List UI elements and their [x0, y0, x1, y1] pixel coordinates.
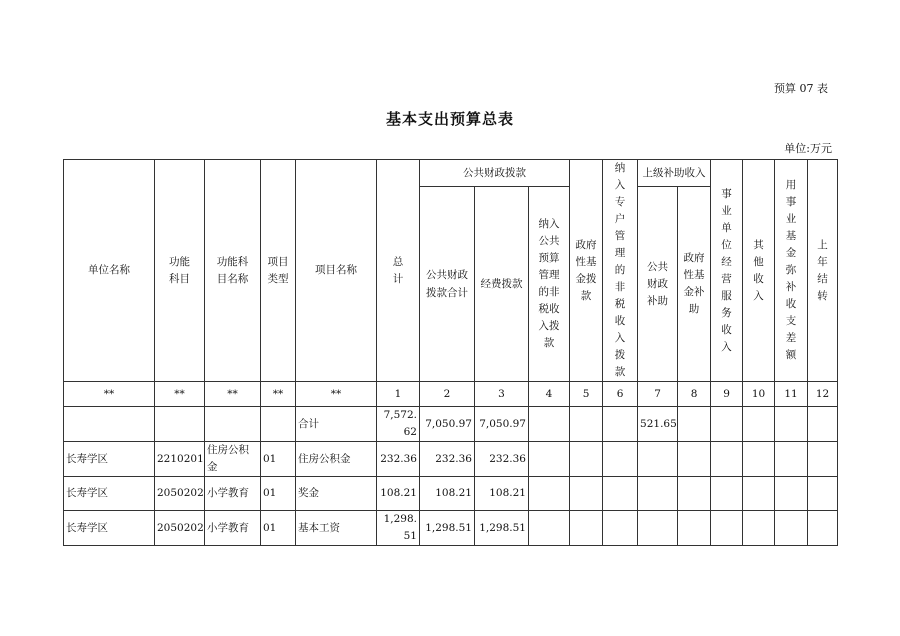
row-total: 232.36	[377, 442, 420, 477]
empty-cell	[64, 407, 155, 442]
empty-cell	[638, 477, 678, 511]
empty-cell	[678, 407, 711, 442]
empty-cell	[570, 511, 603, 546]
empty-cell	[529, 511, 570, 546]
col-header-gov-fund: 政府性基金拨款	[570, 160, 603, 382]
code-cell: 7	[638, 382, 678, 407]
empty-cell	[743, 407, 775, 442]
code-cell: 2	[420, 382, 475, 407]
empty-cell	[775, 511, 808, 546]
col-header-fiscal-special: 纳入专户管理的非税收入拨款	[603, 160, 638, 382]
code-cell: **	[261, 382, 296, 407]
col-header-operating-funds: 经费拨款	[475, 187, 529, 382]
code-cell: 11	[775, 382, 808, 407]
row-func-name: 小学教育	[205, 511, 261, 546]
col-header-public-finance-total	[420, 187, 475, 382]
row-public-total: 108.21	[420, 477, 475, 511]
empty-cell	[711, 442, 743, 477]
col-header-carryover: 上年结转	[808, 160, 838, 382]
code-cell: 4	[529, 382, 570, 407]
empty-cell	[638, 442, 678, 477]
row-project: 奖金	[296, 477, 377, 511]
row-project: 住房公积金	[296, 442, 377, 477]
code-cell: 12	[808, 382, 838, 407]
form-code: 预算 07 表	[774, 82, 828, 95]
empty-cell	[775, 407, 808, 442]
table-row	[64, 511, 838, 546]
row-total: 1,298.51	[377, 511, 420, 546]
code-cell: **	[155, 382, 205, 407]
row-unit: 长寿学区	[64, 442, 155, 477]
empty-cell	[529, 477, 570, 511]
row-project: 基本工资	[296, 511, 377, 546]
row-func-code: 2210201	[155, 442, 205, 477]
empty-cell	[529, 442, 570, 477]
empty-cell	[808, 477, 838, 511]
code-cell: 8	[678, 382, 711, 407]
empty-cell	[775, 442, 808, 477]
code-cell: 1	[377, 382, 420, 407]
empty-cell	[155, 407, 205, 442]
code-row	[64, 382, 838, 407]
empty-cell	[743, 511, 775, 546]
table-row	[64, 477, 838, 511]
row-total: 108.21	[377, 477, 420, 511]
empty-cell	[603, 477, 638, 511]
col-header-func-name: 功能科目名称	[205, 160, 261, 382]
empty-cell	[678, 477, 711, 511]
total-row-total: 7,572.62	[377, 407, 420, 442]
empty-cell	[808, 407, 838, 442]
code-cell: **	[205, 382, 261, 407]
empty-cell	[638, 511, 678, 546]
row-operating: 1,298.51	[475, 511, 529, 546]
total-row-label: 合计	[296, 407, 377, 442]
empty-cell	[570, 477, 603, 511]
col-header-reserve-fund: 用事业基金弥补收支差额	[775, 160, 808, 382]
col-header-gov-fund-subsidy: 政府性基金补助	[678, 187, 711, 382]
unit-label: 单位:万元	[784, 142, 832, 155]
col-header-public-finance: 公共财政拨款	[420, 160, 570, 187]
row-type: 01	[261, 511, 296, 546]
empty-cell	[775, 477, 808, 511]
empty-cell	[678, 442, 711, 477]
code-cell: **	[64, 382, 155, 407]
empty-cell	[603, 442, 638, 477]
empty-cell	[711, 477, 743, 511]
row-func-name: 小学教育	[205, 477, 261, 511]
empty-cell	[808, 442, 838, 477]
code-cell: 6	[603, 382, 638, 407]
empty-cell	[205, 407, 261, 442]
table-row	[64, 442, 838, 477]
code-cell: 10	[743, 382, 775, 407]
empty-cell	[261, 407, 296, 442]
empty-cell	[678, 511, 711, 546]
col-header-public-subsidy: 公共财政补助	[638, 187, 678, 382]
row-public-total: 232.36	[420, 442, 475, 477]
col-header-special-nontax: 纳入公共预算管理的非税收入拨款	[529, 187, 570, 382]
empty-cell	[603, 511, 638, 546]
row-unit: 长寿学区	[64, 511, 155, 546]
empty-cell	[603, 407, 638, 442]
total-row-public-subsidy: 521.65	[638, 407, 678, 442]
code-cell: 5	[570, 382, 603, 407]
empty-cell	[743, 477, 775, 511]
col-header-project-name: 项目名称	[296, 160, 377, 382]
col-header-business-income: 事业单位经营服务收入	[711, 160, 743, 382]
row-operating: 232.36	[475, 442, 529, 477]
empty-cell	[743, 442, 775, 477]
public-finance-total-text: 公共财政拨款合计	[426, 269, 468, 299]
total-row	[64, 407, 838, 442]
row-func-name: 住房公积金	[205, 442, 261, 477]
col-header-project-type: 项目类型	[261, 160, 296, 382]
code-cell: 3	[475, 382, 529, 407]
total-row-public-total: 7,050.97	[420, 407, 475, 442]
col-header-total: 总计	[377, 160, 420, 382]
budget-table	[63, 159, 838, 546]
row-func-code: 2050202	[155, 511, 205, 546]
empty-cell	[529, 407, 570, 442]
code-cell: 9	[711, 382, 743, 407]
col-header-superior-subsidy: 上级补助收入	[638, 160, 711, 187]
code-cell: **	[296, 382, 377, 407]
row-public-total: 1,298.51	[420, 511, 475, 546]
row-operating: 108.21	[475, 477, 529, 511]
empty-cell	[711, 407, 743, 442]
row-type: 01	[261, 442, 296, 477]
empty-cell	[808, 511, 838, 546]
empty-cell	[570, 442, 603, 477]
row-type: 01	[261, 477, 296, 511]
col-header-other-income: 其他收入	[743, 160, 775, 382]
empty-cell	[570, 407, 603, 442]
empty-cell	[711, 511, 743, 546]
row-func-code: 2050202	[155, 477, 205, 511]
row-unit: 长寿学区	[64, 477, 155, 511]
col-header-unit-name: 单位名称	[64, 160, 155, 382]
page-title: 基本支出预算总表	[385, 110, 514, 128]
total-row-operating: 7,050.97	[475, 407, 529, 442]
col-header-func-code: 功能科目	[155, 160, 205, 382]
